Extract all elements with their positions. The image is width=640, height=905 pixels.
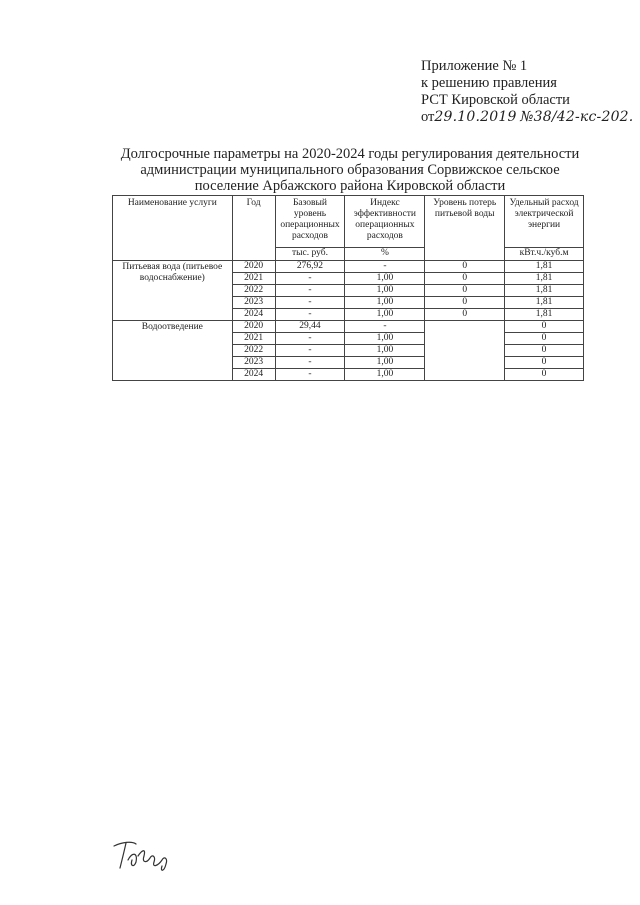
- cell-energy: 1,81: [505, 273, 584, 285]
- cell-losses: [425, 321, 505, 381]
- cell-index: 1,00: [345, 273, 425, 285]
- signature-image: [112, 836, 172, 874]
- cell-losses: 0: [425, 261, 505, 273]
- cell-year: 2023: [232, 297, 275, 309]
- cell-index: 1,00: [345, 357, 425, 369]
- annex-line-1: Приложение № 1: [421, 58, 528, 74]
- header-year: Год: [232, 196, 275, 261]
- document-title: [100, 146, 600, 194]
- annex-block: [421, 58, 633, 126]
- cell-index: 1,00: [345, 345, 425, 357]
- header-water-losses: Уровень потерь питьевой воды: [425, 196, 505, 261]
- signature: [112, 836, 172, 879]
- cell-base: -: [275, 273, 345, 285]
- header-base-level: Базовый уровень операционных расходов: [275, 196, 345, 248]
- title-line-1: Долгосрочные параметры на 2020-2024 годы регулирования деятельности: [120, 146, 580, 162]
- title-line-2: администрации муниципального образования Сорвижское сельское: [140, 162, 560, 178]
- cell-base: -: [275, 309, 345, 321]
- header-energy-consumption: Удельный расход электрической энергии: [505, 196, 584, 248]
- annex-date: 29.10.2019: [434, 109, 517, 125]
- cell-base: -: [275, 369, 345, 381]
- cell-year: 2020: [232, 321, 275, 333]
- cell-energy: 0: [505, 369, 584, 381]
- cell-index: 1,00: [345, 297, 425, 309]
- annex-line-3: РСТ Кировской области: [421, 92, 570, 108]
- table-row: [113, 261, 584, 273]
- cell-year: 2023: [232, 357, 275, 369]
- cell-base: 29,44: [275, 321, 345, 333]
- unit-index: %: [345, 248, 425, 261]
- cell-index: 1,00: [345, 309, 425, 321]
- cell-year: 2022: [232, 345, 275, 357]
- group-water: [113, 261, 584, 321]
- cell-losses: 0: [425, 297, 505, 309]
- cell-base: -: [275, 357, 345, 369]
- annex-date-prefix: от: [421, 109, 435, 125]
- cell-year: 2024: [232, 309, 275, 321]
- cell-energy: 0: [505, 321, 584, 333]
- table-row: [113, 321, 584, 333]
- cell-year: 2020: [232, 261, 275, 273]
- cell-year: 2024: [232, 369, 275, 381]
- title-line-3: поселение Арбажского района Кировской области: [194, 178, 506, 194]
- annex-number: №38/42-кс-202.: [520, 109, 634, 125]
- cell-index: 1,00: [345, 369, 425, 381]
- cell-base: 276,92: [275, 261, 345, 273]
- cell-energy: 1,81: [505, 261, 584, 273]
- cell-index: 1,00: [345, 333, 425, 345]
- unit-energy: кВт.ч./куб.м: [505, 248, 584, 261]
- cell-index: -: [345, 261, 425, 273]
- annex-line-2: к решению правления: [421, 75, 557, 91]
- cell-year: 2022: [232, 285, 275, 297]
- cell-base: -: [275, 345, 345, 357]
- service-name: Питьевая вода (питьевое водоснабжение): [113, 261, 233, 321]
- cell-energy: 1,81: [505, 297, 584, 309]
- cell-energy: 0: [505, 357, 584, 369]
- cell-year: 2021: [232, 273, 275, 285]
- cell-losses: 0: [425, 273, 505, 285]
- cell-year: 2021: [232, 333, 275, 345]
- header-efficiency-index: Индекс эффективности операционных расходов: [345, 196, 425, 248]
- cell-energy: 0: [505, 345, 584, 357]
- cell-losses: 0: [425, 309, 505, 321]
- group-sewage: [113, 321, 584, 381]
- parameters-table: [112, 195, 584, 381]
- cell-losses: 0: [425, 285, 505, 297]
- cell-energy: 1,81: [505, 285, 584, 297]
- cell-energy: 1,81: [505, 309, 584, 321]
- unit-base: тыс. руб.: [275, 248, 345, 261]
- cell-index: 1,00: [345, 285, 425, 297]
- cell-index: -: [345, 321, 425, 333]
- cell-base: -: [275, 333, 345, 345]
- cell-energy: 0: [505, 333, 584, 345]
- service-name: Водоотведение: [113, 321, 233, 381]
- annex-line-4: [421, 109, 633, 126]
- cell-base: -: [275, 285, 345, 297]
- header-service: Наименование услуги: [113, 196, 233, 261]
- cell-base: -: [275, 297, 345, 309]
